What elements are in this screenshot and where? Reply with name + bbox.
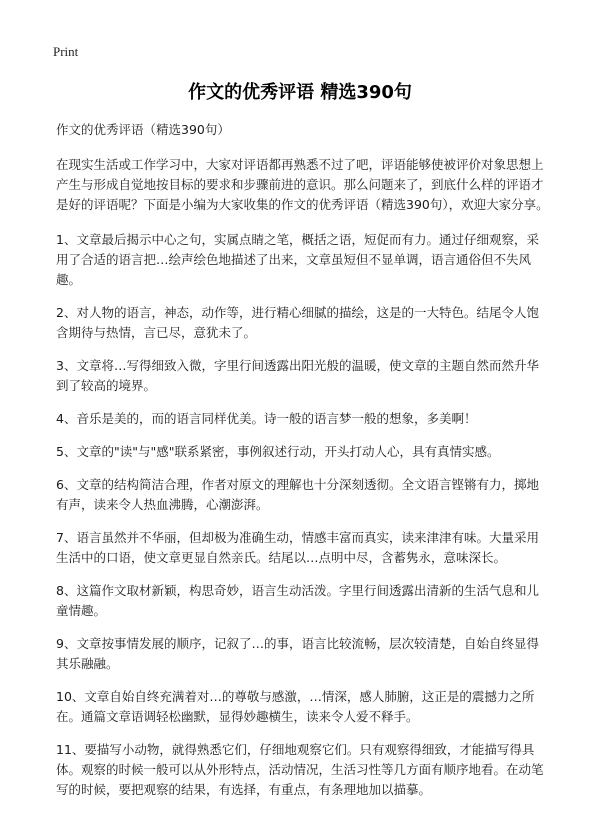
comment-item-10: 10、文章自始自终充满着对…的尊敬与感激，…情深，感人肺腑，这正是的震撼力之所在。通篇文章语调轻松幽默，显得妙趣横生，读来令人爱不释手。 [56,689,535,724]
article-subtitle: 作文的优秀评语（精选390句） [56,122,230,137]
comment-item-6: 6、文章的结构简洁合理，作者对原文的理解也十分深刻透彻。全文语言铿锵有力，掷地有声，读来令人热血沸腾，心潮澎湃。 [56,477,539,512]
comment-item-7: 7、语言虽然并不华丽，但却极为准确生动，情感丰富而真实，读来津津有味。大量采用生活中的口语，使文章更显自然亲氏。结尾以…点明中尽，含蓄隽永，意味深长。 [56,530,539,565]
comment-item-5: 5、文章的"读"与"感"联系紧密，事例叙述行动，开头打动人心，具有真情实感。 [56,444,500,459]
comment-item-4: 4、音乐是美的，而的语言同样优美。诗一般的语言梦一般的想象，多美啊！ [56,411,477,426]
comment-list [56,230,550,800]
intro-paragraph: 在现实生活或工作学习中，大家对评语都再熟悉不过了吧，评语能够使被评价对象思想上产生与形成自觉地按目标的要求和步骤前进的意识。那么问题来了，到底什么样的评语才是好的评语呢？下面是小编为大家收集的作文的优秀评语（精选390句），欢迎大家分享。 [56,157,549,212]
comment-item-9: 9、文章按事情发展的顺序，记叙了…的事，语言比较流畅，层次较清楚，自始自终显得其乐融融。 [56,636,539,671]
article-body [56,120,550,813]
comment-item-11: 11、要描写小动物，就得熟悉它们，仔细地观察它们。只有观察得细致，才能描写得具体。观察的时候一般可以从外形特点，活动情况，生活习性等几方面有顺序地看。在动笔写的时候，要把观察的结果，有选择，有重点，有条理地加以描摹。 [56,742,544,797]
comment-item-3: 3、文章将…写得细致入微，字里行间透露出阳光般的温暖，使文章的主题自然而然升华到了较高的境界。 [56,358,539,393]
print-link[interactable]: Print [53,44,79,59]
page-title: 作文的优秀评语 精选390句 [188,82,412,103]
comment-item-2: 2、对人物的语言，神态，动作等，进行精心细腻的描绘，这是的一大特色。结尾令人饱含期待与热情，言已尽，意犹未了。 [56,305,539,340]
comment-item-8: 8、这篇作文取材新颖，构思奇妙，语言生动活泼。字里行间透露出清新的生活气息和儿童情趣。 [56,583,539,618]
comment-item-1: 1、文章最后揭示中心之句，实属点睛之笔，概括之语，短促而有力。通过仔细观察，采用了合适的语言把…绘声绘色地描述了出来，文章虽短但不显单调，语言通俗但不失风趣。 [56,232,539,287]
